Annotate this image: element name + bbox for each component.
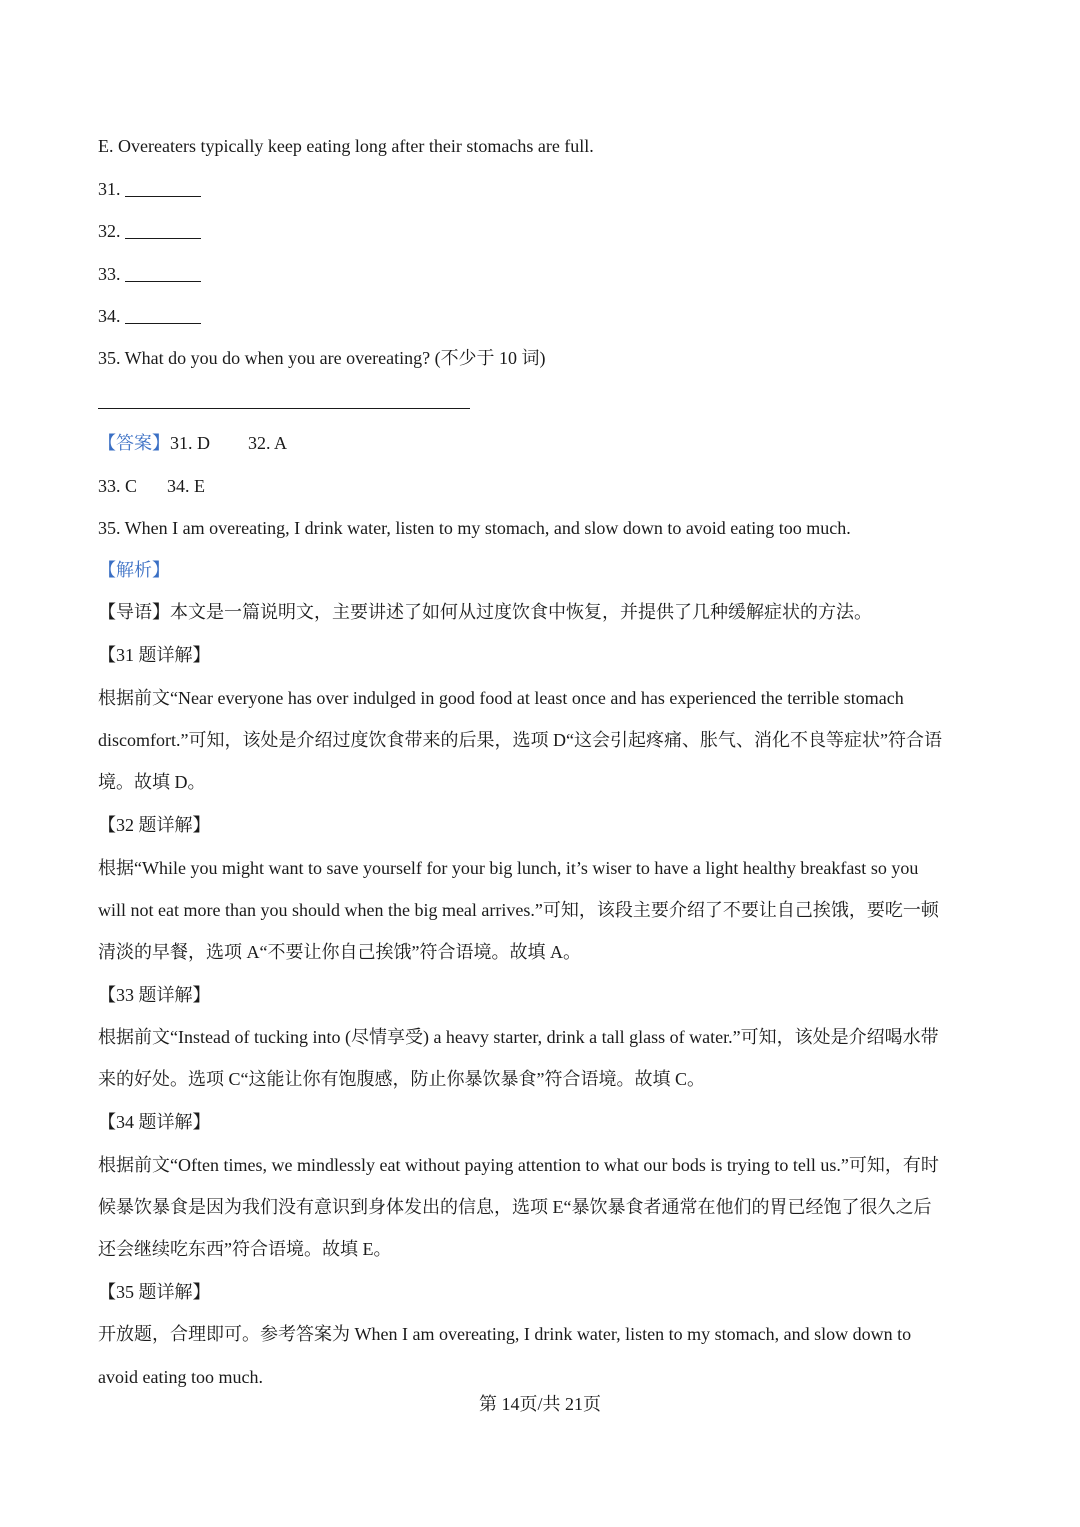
answer-blank-33 — [98, 262, 201, 286]
answer-31: 31. D — [170, 433, 210, 453]
detail-32-line: will not eat more than you should when the big meal arrives.”可知，该段主要介绍了不要让自己挨饿，要吃一顿 — [98, 900, 939, 920]
detail-33-heading: 【33 题详解】 — [98, 985, 211, 1005]
page-number-footer: 第 14页/共 21页 — [478, 1394, 601, 1414]
blank-label: 34. — [98, 306, 121, 326]
detail-34-heading: 【34 题详解】 — [98, 1112, 211, 1132]
answer-line-2 — [98, 474, 205, 498]
blank-line — [125, 263, 201, 282]
answer-line-1 — [98, 431, 287, 455]
answer-blank-31 — [98, 177, 201, 201]
detail-33-line: 来的好处。选项 C“这能让你有饱腹感，防止你暴饮暴食”符合语境。故填 C。 — [98, 1069, 705, 1089]
detail-34-line: 根据前文“Often times, we mindlessly eat without paying attention to what our bods is trying to tell us.”可知，有时 — [98, 1155, 939, 1175]
detail-31-heading: 【31 题详解】 — [98, 645, 211, 665]
blank-label: 33. — [98, 264, 121, 284]
answer-blank-34 — [98, 304, 201, 328]
detail-31-line: discomfort.”可知，该处是介绍过度饮食带来的后果，选项 D“这会引起疼痛、胀气、消化不良等症状”符合语 — [98, 730, 942, 750]
detail-35-line: 开放题，合理即可。参考答案为 When I am overeating, I drink water, listen to my stomach, and slow down to — [98, 1324, 912, 1344]
intro: 【导语】本文是一篇说明文，主要讲述了如何从过度饮食中恢复，并提供了几种缓解症状的方法。 — [98, 602, 872, 622]
detail-35-heading: 【35 题详解】 — [98, 1282, 211, 1302]
analysis-tag: 【解析】 — [98, 560, 170, 580]
answer-35: 35. When I am overeating, I drink water, listen to my stomach, and slow down to avoid eating too much. — [98, 518, 851, 538]
blank-line — [125, 220, 201, 239]
blank-line — [125, 178, 201, 197]
detail-31-line: 根据前文“Near everyone has over indulged in good food at least once and has experienced the terrible stomach — [98, 688, 904, 708]
detail-35-line: avoid eating too much. — [98, 1367, 263, 1387]
detail-32-line: 根据“While you might want to save yourself for your big lunch, it’s wiser to have a light healthy breakfast so you — [98, 858, 919, 878]
detail-33-line: 根据前文“Instead of tucking into (尽情享受) a heavy starter, drink a tall glass of water.”可知，该处是介绍喝水带 — [98, 1027, 939, 1047]
answer-blank-32 — [98, 219, 201, 243]
detail-34-line: 还会继续吃东西”符合语境。故填 E。 — [98, 1239, 392, 1259]
detail-32-line: 清淡的早餐，选项 A“不要让你自己挨饿”符合语境。故填 A。 — [98, 942, 581, 962]
option-e: E. Overeaters typically keep eating long after their stomachs are full. — [98, 136, 594, 156]
detail-32-heading: 【32 题详解】 — [98, 815, 211, 835]
question-35: 35. What do you do when you are overeating? (不少于 10 词) — [98, 348, 546, 368]
detail-31-line: 境。故填 D。 — [98, 772, 206, 792]
answer-33: 33. C — [98, 476, 138, 496]
answer-tag: 【答案】 — [98, 433, 170, 453]
blank-label: 32. — [98, 221, 121, 241]
detail-34-line: 候暴饮暴食是因为我们没有意识到身体发出的信息，选项 E“暴饮暴食者通常在他们的胃已经饱了很久之后 — [98, 1197, 932, 1217]
answer-34: 34. E — [167, 476, 206, 496]
blank-label: 31. — [98, 179, 121, 199]
answer-32: 32. A — [248, 433, 288, 453]
writing-line — [98, 408, 470, 409]
blank-line — [125, 305, 201, 324]
